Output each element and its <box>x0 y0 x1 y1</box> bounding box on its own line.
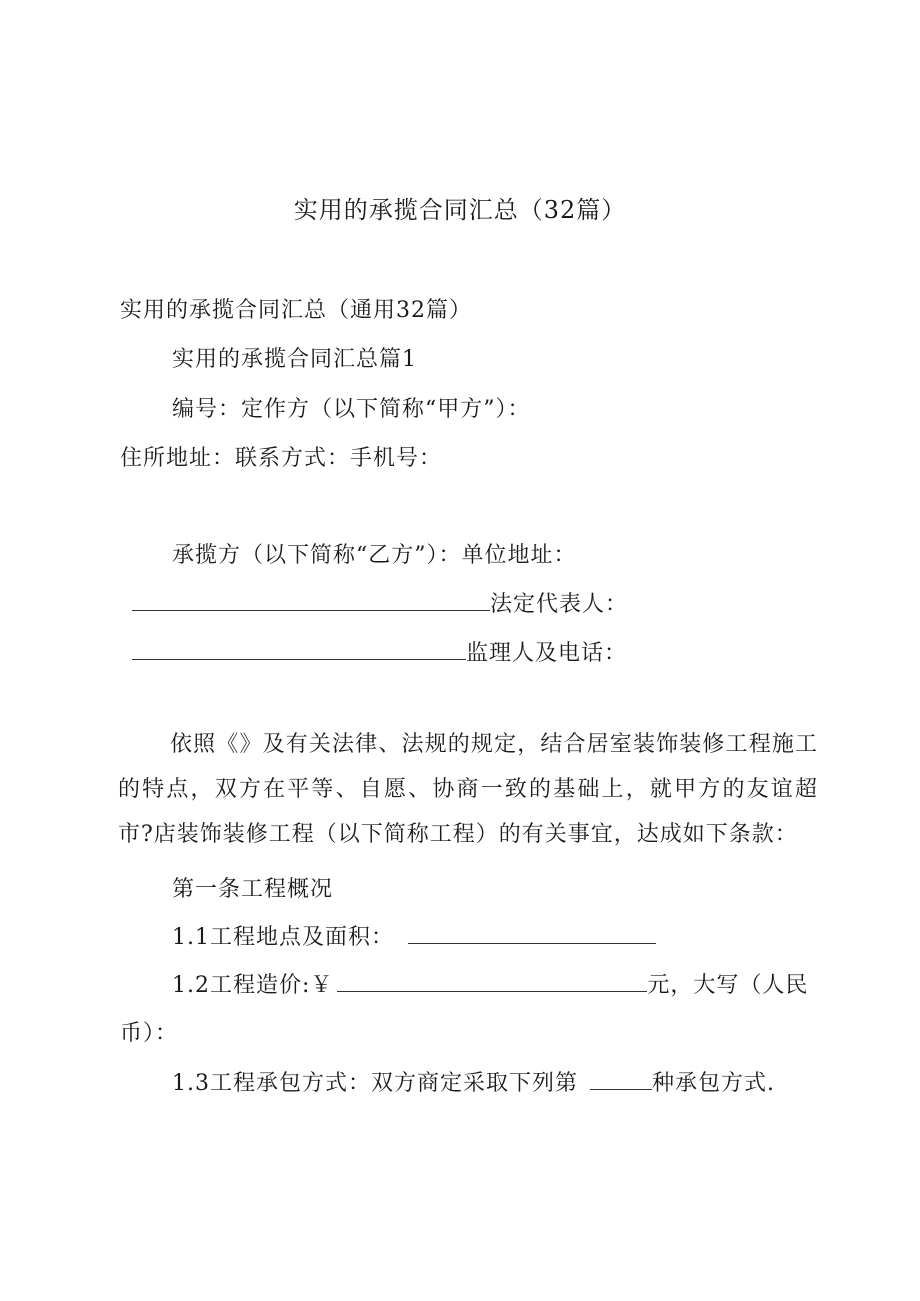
address-line: 住所地址：联系方式：手机号： <box>120 446 443 471</box>
article-one-heading: 第一条工程概况 <box>172 877 334 902</box>
item-1-2-continued: 币）： <box>120 1021 179 1046</box>
supervisor-line <box>132 636 627 667</box>
supervisor-blank <box>132 637 466 660</box>
item-1-2-label: 1.2工程造价:￥ <box>172 973 334 998</box>
item-1-1 <box>172 920 656 951</box>
contractor-line: 承揽方（以下简称“乙方”）：单位地址： <box>172 543 577 568</box>
item-1-3-label: 1.3工程承包方式：双方商定采取下列第 <box>172 1071 578 1096</box>
item-1-2-suffix-a: 元，大写（人民 <box>647 973 809 998</box>
item-1-2 <box>172 968 808 999</box>
item-1-3 <box>172 1066 775 1097</box>
item-1-3-suffix: 种承包方式. <box>652 1071 775 1096</box>
item-1-1-blank <box>408 921 656 944</box>
item-1-3-blank <box>590 1067 652 1090</box>
legal-rep-label: 法定代表人： <box>490 592 629 617</box>
document-title: 实用的承揽合同汇总（32篇） <box>293 196 627 224</box>
legal-rep-blank <box>132 588 490 611</box>
supervisor-label: 监理人及电话： <box>466 641 628 666</box>
number-line: 编号：定作方（以下简称“甲方”）： <box>172 397 531 422</box>
item-1-2-blank <box>337 969 647 992</box>
section-heading: 实用的承揽合同汇总篇1 <box>172 347 417 372</box>
intro-paragraph: 依照《》及有关法律、法规的规定，结合居室装饰装修工程施工的特点，双方在平等、自愿、协商一致的基础上，就甲方的友谊超市?店装饰装修工程（以下简称工程）的有关事宜，达成如下条款： <box>118 732 818 847</box>
legal-rep-line <box>132 587 628 618</box>
document-subtitle: 实用的承揽合同汇总（通用32篇） <box>120 298 472 323</box>
item-1-1-label: 1.1工程地点及面积： <box>172 925 394 950</box>
